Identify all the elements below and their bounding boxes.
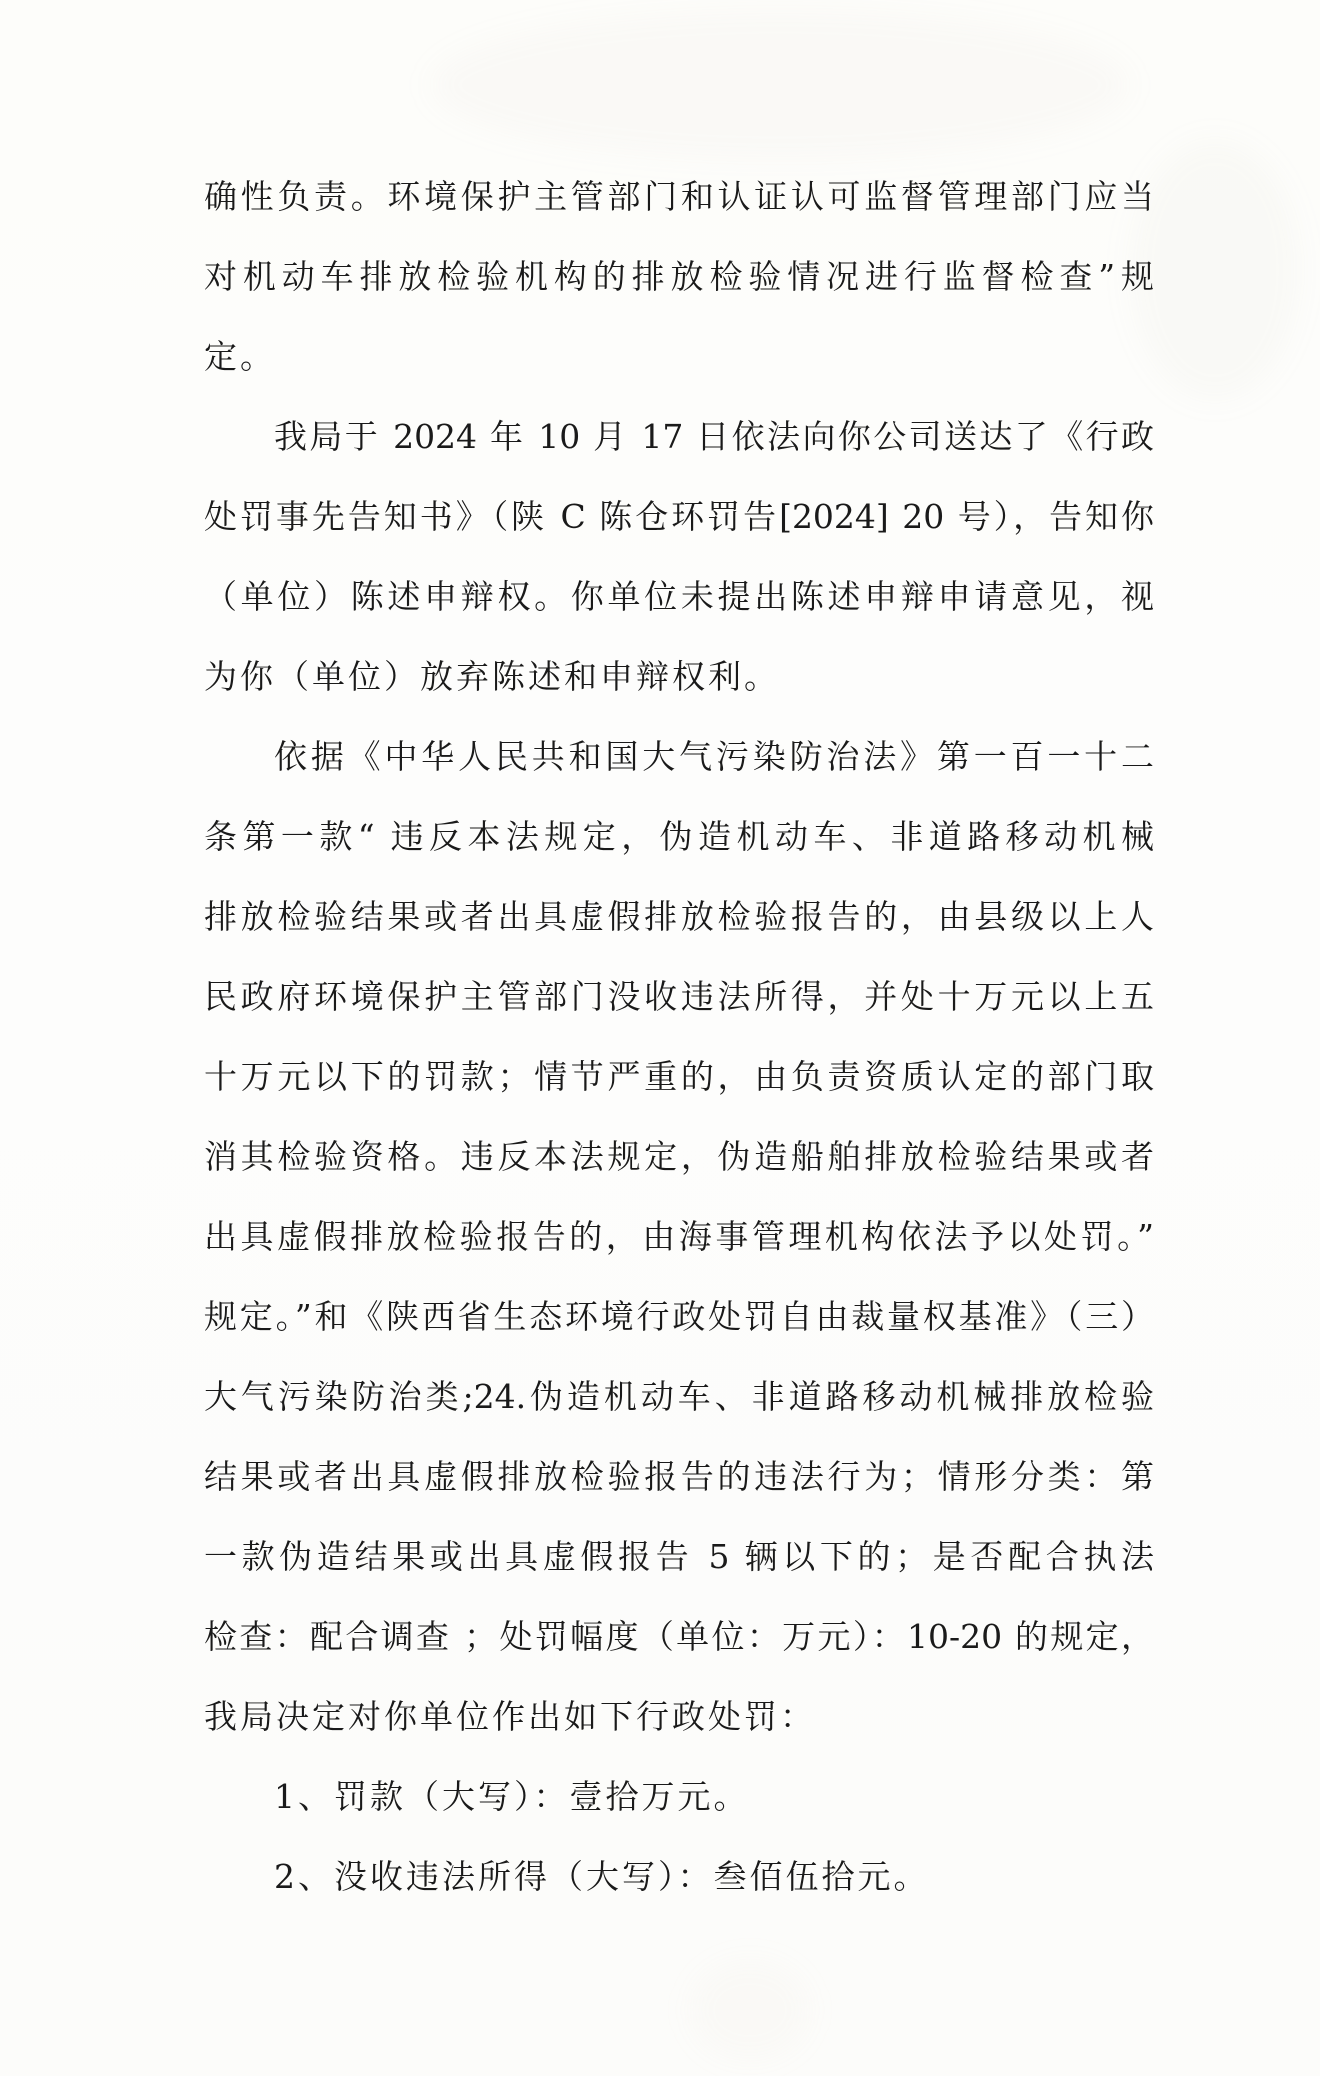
penalty-item-confiscation: 2、没收违法所得（大写）：叁佰伍拾元。 (274, 1857, 930, 1896)
text-line: 定。 (204, 337, 276, 376)
text-line: 条第一款“ 违反本法规定，伪造机动车、非道路移动机械 (204, 817, 1154, 856)
text-line: 依据《中华人民共和国大气污染防治法》第一百一十二 (274, 737, 1154, 776)
text-line: 检查：配合调查 ；处罚幅度（单位：万元）：10-20 的规定， (204, 1617, 1154, 1656)
text-line: 处罚事先告知书》（陕 C 陈仓环罚告[2024] 20 号），告知你 (204, 497, 1154, 536)
scan-smudge (430, 10, 1130, 160)
text-line: 为你（单位）放弃陈述和申辩权利。 (204, 657, 780, 696)
text-line: 出具虚假排放检验报告的，由海事管理机构依法予以处罚。” (204, 1217, 1154, 1256)
text-line: 确性负责。环境保护主管部门和认证认可监督管理部门应当 (204, 177, 1154, 216)
text-line: 结果或者出具虚假排放检验报告的违法行为；情形分类：第 (204, 1457, 1154, 1496)
scan-smudge (690, 1960, 810, 2060)
scan-smudge (1130, 140, 1300, 400)
text-line: 一款伪造结果或出具虚假报告 5 辆以下的；是否配合执法 (204, 1537, 1154, 1576)
text-line: 十万元以下的罚款；情节严重的，由负责资质认定的部门取 (204, 1057, 1154, 1096)
text-line: 排放检验结果或者出具虚假排放检验报告的，由县级以上人 (204, 897, 1154, 936)
text-line: 对机动车排放检验机构的排放检验情况进行监督检查”规 (204, 257, 1154, 296)
text-line: 民政府环境保护主管部门没收违法所得，并处十万元以上五 (204, 977, 1154, 1016)
text-line: （单位）陈述申辩权。你单位未提出陈述申辩申请意见，视 (204, 577, 1154, 616)
text-line: 我局于 2024 年 10 月 17 日依法向你公司送达了《行政 (274, 417, 1154, 456)
text-line: 大气污染防治类;24.伪造机动车、非道路移动机械排放检验 (204, 1377, 1154, 1416)
penalty-item-fine: 1、罚款（大写）：壹拾万元。 (274, 1777, 750, 1816)
text-line: 规定。”和《陕西省生态环境行政处罚自由裁量权基准》（三） (204, 1297, 1154, 1336)
document-text (204, 157, 1154, 1917)
text-line: 消其检验资格。违反本法规定，伪造船舶排放检验结果或者 (204, 1137, 1154, 1176)
text-line: 我局决定对你单位作出如下行政处罚： (204, 1697, 816, 1736)
